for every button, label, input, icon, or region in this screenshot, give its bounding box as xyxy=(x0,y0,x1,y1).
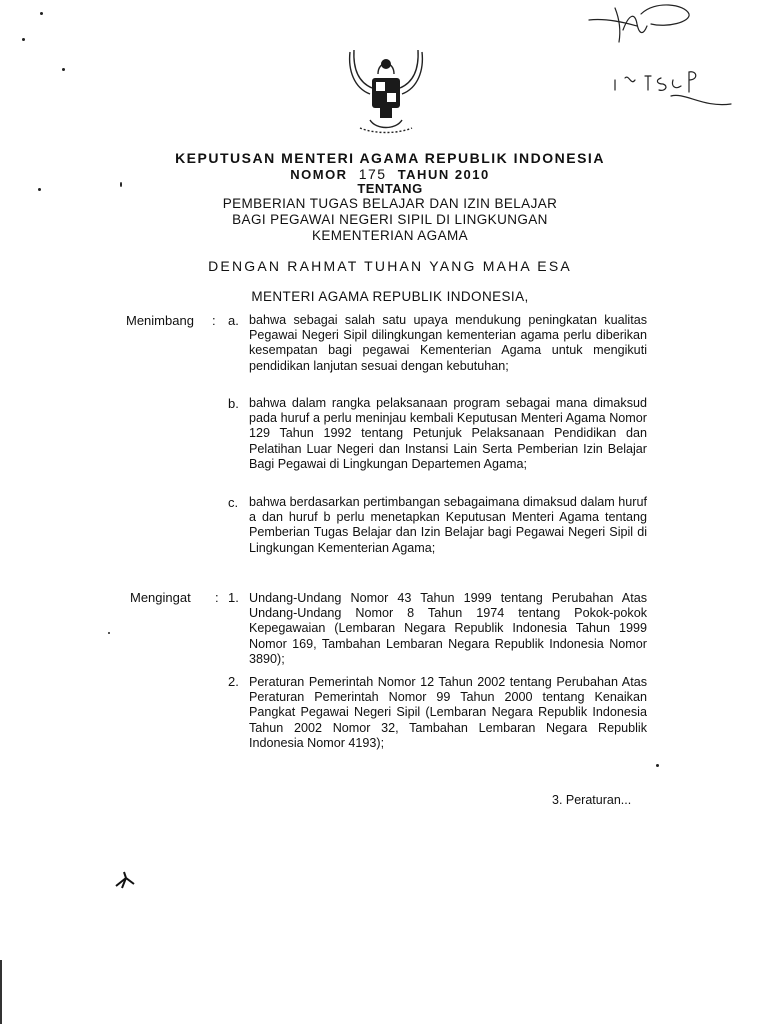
next-page-indicator: 3. Peraturan... xyxy=(552,793,632,807)
menimbang-label: Menimbang xyxy=(126,313,194,328)
subject-line-3: KEMENTERIAN AGAMA xyxy=(311,228,469,243)
decree-title: KEPUTUSAN MENTERI AGAMA REPUBLIK INDONESIA xyxy=(175,150,605,166)
menimbang-item-c-marker: c. xyxy=(228,495,239,510)
scan-speck xyxy=(40,12,43,15)
menimbang-colon: : xyxy=(212,313,216,328)
subject-line-2: BAGI PEGAWAI NEGERI SIPIL DI LINGKUNGAN xyxy=(232,212,548,227)
mengingat-item-1-marker: 1. xyxy=(228,590,239,605)
scan-speck xyxy=(120,182,122,187)
scan-speck xyxy=(108,632,110,634)
scan-mark-icon xyxy=(114,870,136,890)
scan-speck xyxy=(62,68,65,71)
nomor-label: NOMOR xyxy=(290,167,348,182)
menimbang-item-b-text: bahwa dalam rangka pelaksanaan program sebagai mana dimaksud pada huruf a perlu meninjau kembali Keputusan Menteri Agama Nomor 129 Tahun 1992 tentang Petunjuk Pelaksanaan Pendidikan dan Pelatihan Luar Negeri dan Instansi Lain Serta Pemberian Izin Belajar Bagi Pegawai di Lingkungan Departemen Agama; xyxy=(249,396,647,471)
menimbang-item-c-text: bahwa berdasarkan pertimbangan sebagaimana dimaksud dalam huruf a dan huruf b perlu menetapkan Keputusan Menteri Agama tentang Pemberian Tugas Belajar dan Izin Belajar bagi Pegawai Negeri Sipil di Lingkungan Kementerian Agama; xyxy=(249,495,647,555)
subject-line-1: PEMBERIAN TUGAS BELAJAR DAN IZIN BELAJAR xyxy=(222,196,558,211)
menimbang-item-a-text: bahwa sebagai salah satu upaya mendukung peningkatan kualitas Pegawai Negeri Sipil dilingkungan kementerian agama perlu diberikan kesempatan bagi pegawai Kementerian Agama untuk mengikuti pendidikan lanjutan sesuai dengan kebutuhan; xyxy=(249,313,647,373)
scan-speck xyxy=(38,188,41,191)
scan-edge-line xyxy=(0,960,2,1024)
tahun-label: TAHUN 2010 xyxy=(397,167,490,182)
handwritten-signature-icon xyxy=(585,0,735,120)
minister-line: MENTERI AGAMA REPUBLIK INDONESIA, xyxy=(251,289,529,304)
mengingat-item-1-text: Undang-Undang Nomor 43 Tahun 1999 tentang Perubahan Atas Undang-Undang Nomor 8 Tahun 1974 tentang Pokok-pokok Kepegawaian (Lembaran Negara Republik Indonesia Tahun 1999 Nomor 169, Tambahan Lembaran Negara Republik Indonesia Nomor 3890); xyxy=(249,591,647,666)
nomor-value: 175 xyxy=(358,166,387,182)
menimbang-item-b-marker: b. xyxy=(228,396,239,411)
mengingat-label: Mengingat xyxy=(130,590,191,605)
mengingat-item-2-marker: 2. xyxy=(228,674,239,689)
invocation-line: DENGAN RAHMAT TUHAN YANG MAHA ESA xyxy=(208,258,572,274)
mengingat-colon: : xyxy=(215,590,219,605)
menimbang-item-a-marker: a. xyxy=(228,313,239,328)
tentang-heading: TENTANG xyxy=(357,181,423,196)
scan-speck xyxy=(22,38,25,41)
mengingat-item-2-text: Peraturan Pemerintah Nomor 12 Tahun 2002 tentang Perubahan Atas Peraturan Pemerintah Nomor 99 Tahun 2000 tentang Kenaikan Pangkat Pegawai Negeri Sipil (Lembaran Negara Republik Indonesia Tahun 2002 Nomor 32, Tambahan Lembaran Negara Republik Indonesia Nomor 4193); xyxy=(249,675,647,750)
garuda-emblem-icon xyxy=(340,40,432,136)
decree-number-line xyxy=(110,166,670,182)
scan-speck xyxy=(656,764,659,767)
